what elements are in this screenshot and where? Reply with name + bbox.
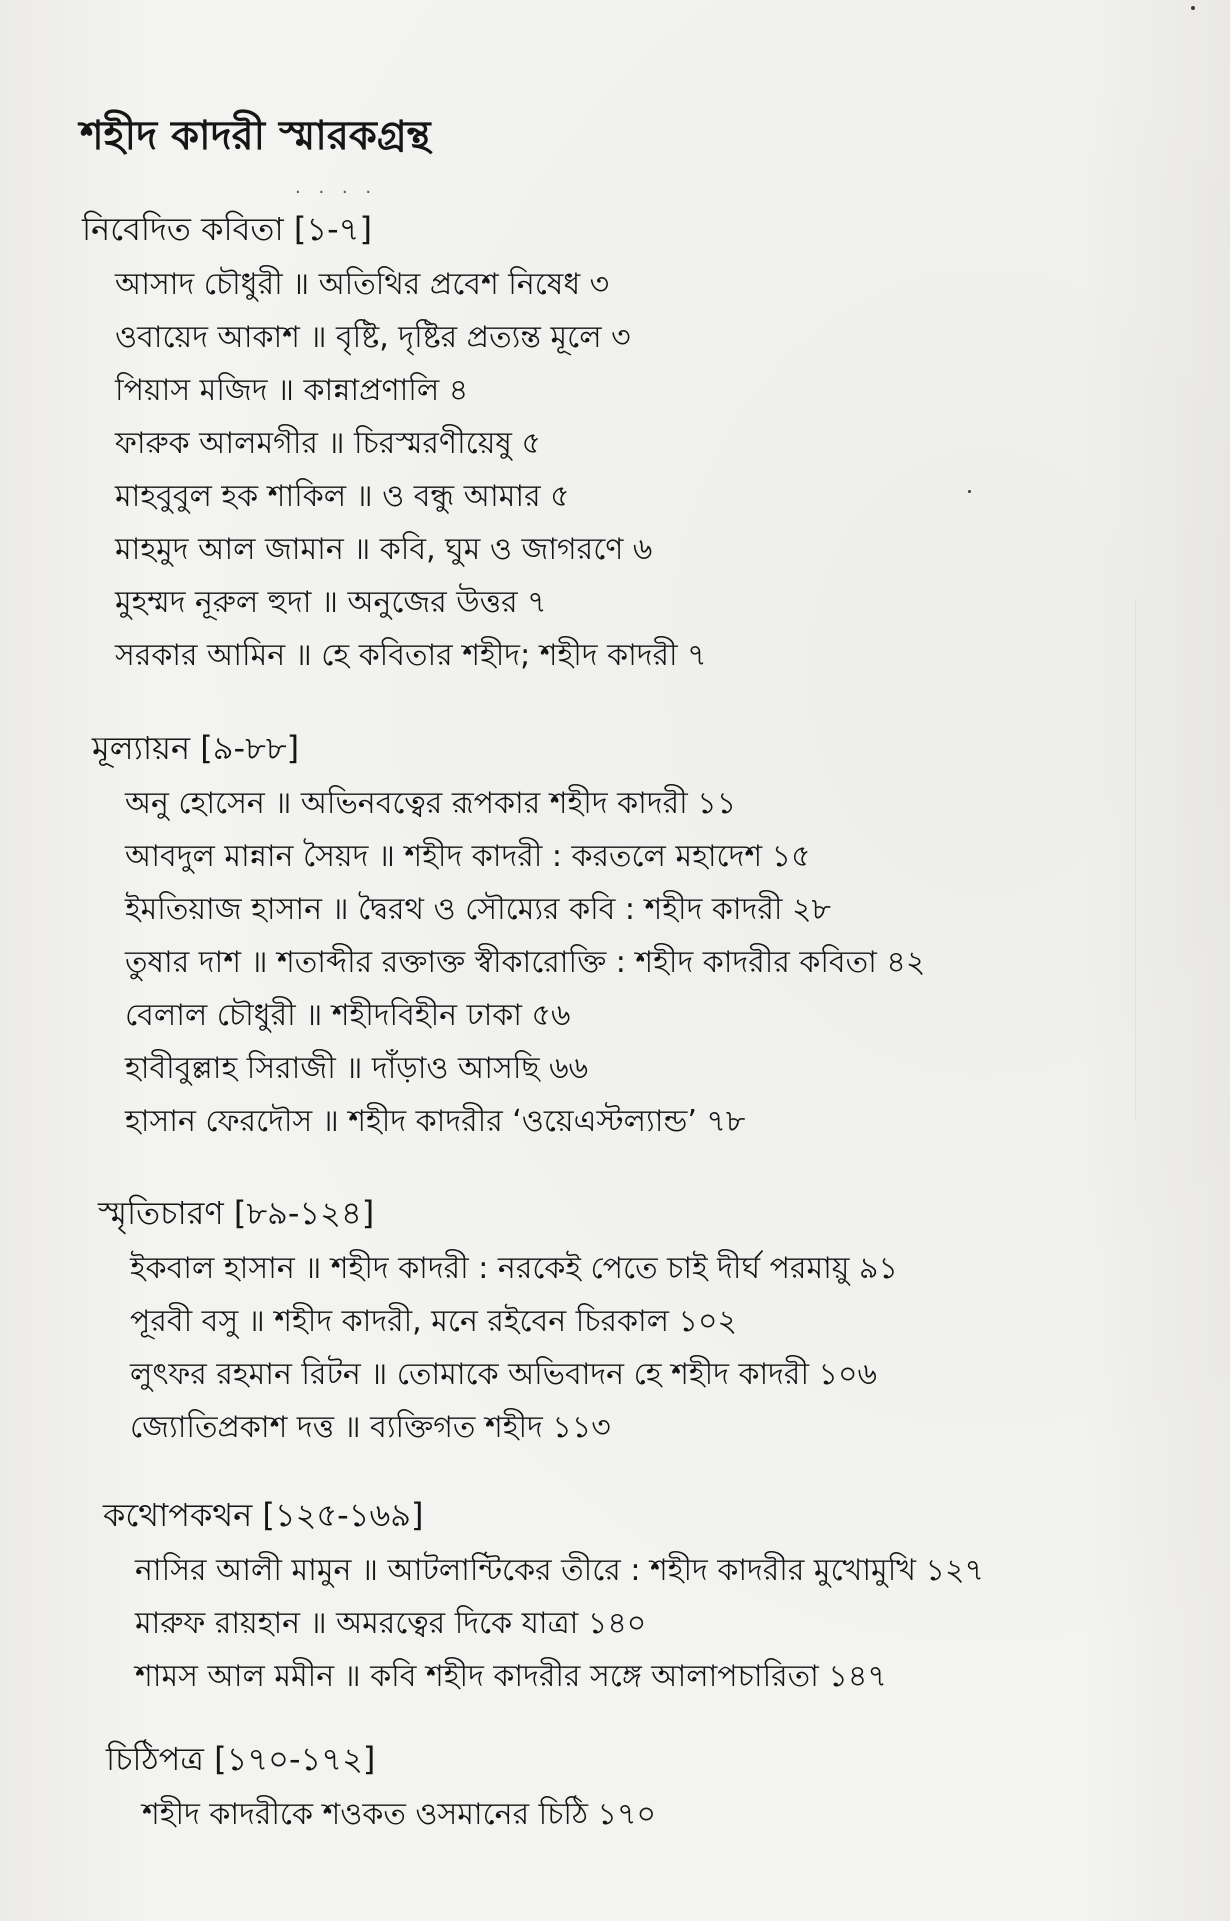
toc-entry: আসাদ চৌধুরী ॥ অতিথির প্রবেশ নিষেধ ৩ xyxy=(115,267,610,302)
page-crease xyxy=(1135,600,1136,1120)
section-heading: কথোপকথন [১২৫-১৬৯] xyxy=(103,1496,424,1534)
toc-entry: ফারুক আলমগীর ॥ চিরস্মরণীয়েষু ৫ xyxy=(115,426,541,461)
toc-entry: বেলাল চৌধুরী ॥ শহীদবিহীন ঢাকা ৫৬ xyxy=(125,998,571,1033)
toc-entry: মাহমুদ আল জামান ॥ কবি, ঘুম ও জাগরণে ৬ xyxy=(115,532,653,567)
toc-entry: ইমতিয়াজ হাসান ॥ দ্বৈরথ ও সৌম্যের কবি : শহীদ কাদরী ২৮ xyxy=(125,892,831,927)
entry-list xyxy=(115,258,707,682)
section-heading: স্মৃতিচারণ [৮৯-১২৪] xyxy=(98,1194,375,1232)
toc-entry: আবদুল মান্নান সৈয়দ ॥ শহীদ কাদরী : করতলে মহাদেশ ১৫ xyxy=(125,839,811,874)
toc-entry: জ্যোতিপ্রকাশ দত্ত ॥ ব্যক্তিগত শহীদ ১১৩ xyxy=(130,1410,611,1445)
toc-entry: পিয়াস মজিদ ॥ কান্নাপ্রণালি ৪ xyxy=(115,373,469,408)
toc-entry: মারুফ রায়হান ॥ অমরত্বের দিকে যাত্রা ১৪০ xyxy=(135,1606,647,1641)
toc-entry: মাহবুবুল হক শাকিল ॥ ও বন্ধু আমার ৫ xyxy=(115,479,570,514)
entry-list xyxy=(125,777,925,1148)
toc-entry: হাবীবুল্লাহ সিরাজী ॥ দাঁড়াও আসছি ৬৬ xyxy=(125,1051,589,1086)
section-heading: চিঠিপত্র [১৭০-১৭২] xyxy=(106,1740,376,1778)
section-heading: নিবেদিত কবিতা [১-৭] xyxy=(82,210,372,248)
toc-entry: অনু হোসেন ॥ অভিনবত্বের রূপকার শহীদ কাদরী ১১ xyxy=(125,786,737,821)
toc-entry: হাসান ফেরদৌস ॥ শহীদ কাদরীর ‘ওয়েএস্টল্যান্ড’ ৭৮ xyxy=(125,1104,746,1139)
toc-entry: তুষার দাশ ॥ শতাব্দীর রক্তাক্ত স্বীকারোক্তি : শহীদ কাদরীর কবিতা ৪২ xyxy=(125,945,926,980)
toc-entry: ইকবাল হাসান ॥ শহীদ কাদরী : নরকেই পেতে চাই দীর্ঘ পরমায়ু ৯১ xyxy=(130,1251,898,1286)
entry-list xyxy=(135,1544,984,1703)
toc-entry: শামস আল মমীন ॥ কবি শহীদ কাদরীর সঙ্গে আলাপচারিতা ১৪৭ xyxy=(135,1659,887,1694)
entry-list xyxy=(142,1788,656,1841)
toc-entry: পূরবী বসু ॥ শহীদ কাদরী, মনে রইবেন চিরকাল ১০২ xyxy=(130,1304,738,1339)
toc-entry: সরকার আমিন ॥ হে কবিতার শহীদ; শহীদ কাদরী ৭ xyxy=(115,638,707,673)
title-ornament: . . . . xyxy=(295,177,378,198)
book-title: শহীদ কাদরী স্মারকগ্রন্থ xyxy=(80,113,431,159)
toc-entry: নাসির আলী মামুন ॥ আটলান্টিকের তীরে : শহীদ কাদরীর মুখোমুখি ১২৭ xyxy=(135,1553,984,1588)
paper-speck xyxy=(1191,6,1195,10)
toc-entry: ওবায়েদ আকাশ ॥ বৃষ্টি, দৃষ্টির প্রত্যন্ত মূলে ৩ xyxy=(115,320,631,355)
toc-entry: লুৎফর রহমান রিটন ॥ তোমাকে অভিবাদন হে শহীদ কাদরী ১০৬ xyxy=(130,1357,878,1392)
section-heading: মূল্যায়ন [৯-৮৮] xyxy=(92,729,300,767)
entry-list xyxy=(130,1242,898,1454)
paper-speck xyxy=(968,490,971,493)
toc-entry: মুহম্মদ নূরুল হুদা ॥ অনুজের উত্তর ৭ xyxy=(115,585,547,620)
toc-entry: শহীদ কাদরীকে শওকত ওসমানের চিঠি ১৭০ xyxy=(142,1797,657,1832)
